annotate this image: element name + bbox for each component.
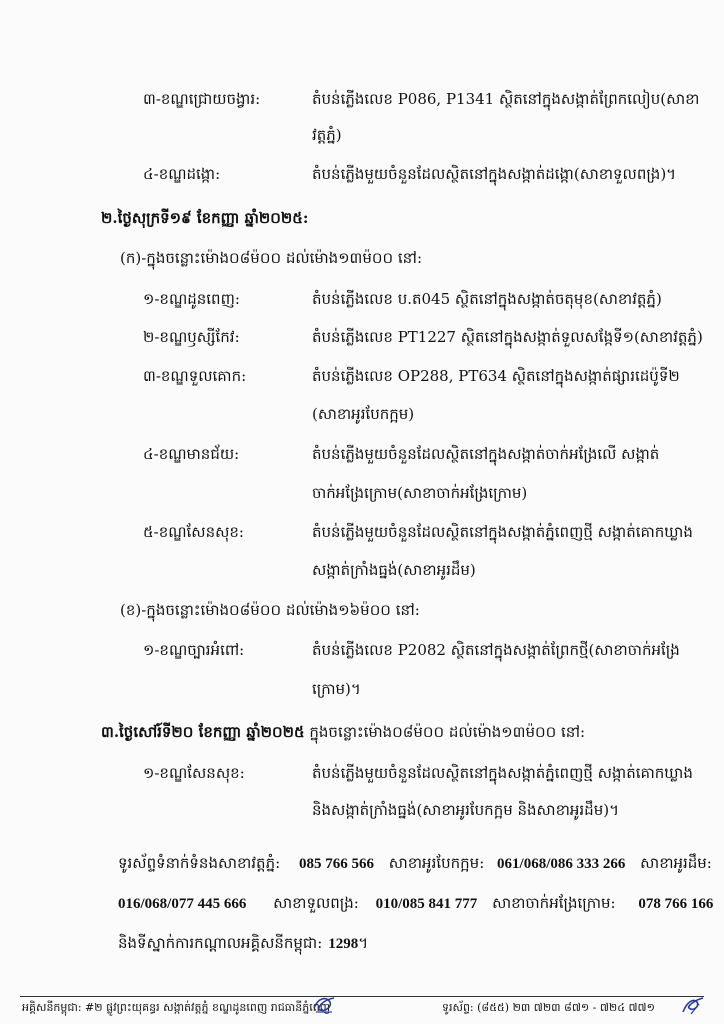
s3-item-1-desc-line1: តំបន់ភ្លើងមួយចំនួនដែលស្ថិតនៅក្នុងសង្កាត់ភ្នំពេញថ្មី សង្កាត់គោកឃ្លាង [312,764,693,782]
s2a-item-4-label: ៤-ខណ្ឌមានជ័យ: [143,445,240,463]
s2a-item-5-desc-line2: សង្កាត់ក្រាំងធ្នង់(សាខាអូរដឹម) [312,561,476,579]
s1-item-1-desc-line1: តំបន់ភ្លើងលេខ P086, P1341 ស្ថិតនៅក្នុងសង្កាត់ព្រែកលៀប(សាខា [312,90,700,108]
section-3-heading-date: ៣.ថ្ងៃសៅរ៍ទី២០ ខែកញ្ញា ឆ្នាំ២០២៥ [101,723,305,741]
section-2-heading: ២.ថ្ងៃសុក្រទី១៩ ខែកញ្ញា ឆ្នាំ២០២៥: [101,209,309,227]
contact-phone-chak-angre-krom: 078 766 166 [638,896,714,912]
section-3-heading [101,722,585,742]
contacts-line-3 [118,933,368,954]
footer-address: អគ្គិសនីកម្ពុជា: #២ ផ្លូវព្រះយុគន្ធរ សង្កាត់វត្តភ្នំ ខណ្ឌដូនពេញ រាជធានីភ្នំពេញ [22,1001,331,1014]
signature-mark-right [681,996,705,1016]
s1-item-1-desc-line2: វត្តភ្នំ) [312,126,342,144]
contact-label-ou-dem: សាខាអូរដឹម: [640,854,712,872]
s3-item-1-desc-line2: និងសង្កាត់ក្រាំងធ្នង់(សាខាអូរបែកក្អម និងសាខាអូរដឹម)។ [312,801,619,819]
s2a-item-4-desc-line1: តំបន់ភ្លើងមួយចំនួនដែលស្ថិតនៅក្នុងសង្កាត់ចាក់អង្រែលើ សង្កាត់ [312,445,660,463]
footer-divider [20,996,704,997]
section-2a-heading: (ក)-ក្នុងចន្លោះម៉ោង០៨ម៉០០ ដល់ម៉ោង១៣ម៉០០ នៅ: [120,249,422,267]
section-3-heading-time: ក្នុងចន្លោះម៉ោង០៨ម៉០០ ដល់ម៉ោង១៣ម៉០០ នៅ: [304,723,586,741]
s2b-item-1-desc-line1: តំបន់ភ្លើងលេខ P2082 ស្ថិតនៅក្នុងសង្កាត់ព្រែកថ្មី(សាខាចាក់អង្រែ [312,641,680,659]
s2a-item-3-label: ៣-ខណ្ឌទួលគោក: [143,367,247,385]
contact-phone-ou-baek-kaom: 061/068/086 333 266 [497,856,626,872]
contact-phone-headquarters: 1298 [328,936,359,952]
s3-item-1-label: ១-ខណ្ឌសែនសុខ: [143,764,245,782]
s2a-item-3-desc-line1: តំបន់ភ្លើងលេខ OP288, PT634 ស្ថិតនៅក្នុងសង្កាត់ផ្សារដេប៉ូទី២ [312,367,680,385]
contact-label-ou-baek-kaom: សាខាអូរបែកក្អម: [388,854,485,872]
contact-label-headquarters: និងទីស្នាក់ការកណ្តាលអគ្គិសនីកម្ពុជា: [118,934,323,952]
s2a-item-3-desc-line2: (សាខាអូរបែកក្អម) [312,405,415,423]
contacts-line-1 [118,853,712,874]
s2a-item-4-desc-line2: ចាក់អង្រែក្រោម(សាខាចាក់អង្រែក្រោម) [312,484,528,502]
s2b-item-1-label: ១-ខណ្ឌច្បារអំពៅ: [143,641,245,659]
s2a-item-1-desc-line1: តំបន់ភ្លើងលេខ ប.ត045 ស្ថិតនៅក្នុងសង្កាត់ចតុមុខ(សាខាវត្តភ្នំ) [312,290,662,308]
contacts-line-2 [118,893,713,914]
s1-item-1-label: ៣-ខណ្ឌជ្រោយចង្វារ: [143,90,261,108]
contact-phone-toul-pong: 010/085 841 777 [375,896,478,912]
contact-label-chak-angre-krom: សាខាចាក់អង្រែក្រោម: [492,894,616,912]
contact-end-mark: ។ [358,934,369,952]
footer-phone: ទូរស័ព្ទ: (៨៥៥) ២៣ ៧២៣ ៨៧១ - ៧២៤ ៧៧១ [442,1001,655,1014]
s2a-item-5-label: ៥-ខណ្ឌសែនសុខ: [143,523,244,541]
contact-label-wat-phnom: ទូរស័ព្ទទំនាក់ទំនងសាខាវត្តភ្នំ: [118,854,281,872]
s1-item-2-label: ៤-ខណ្ឌដង្កោ: [143,165,221,183]
contact-label-toul-pong: សាខាទួលពង្រ: [273,894,359,912]
s2a-item-5-desc-line1: តំបន់ភ្លើងមួយចំនួនដែលស្ថិតនៅក្នុងសង្កាត់ភ្នំពេញថ្មី សង្កាត់គោកឃ្លាង [312,523,693,541]
s2b-item-1-desc-line2: ក្រោម)។ [312,680,361,698]
s1-item-2-desc-line1: តំបន់ភ្លើងមួយចំនួនដែលស្ថិតនៅក្នុងសង្កាត់ដង្កោ(សាខាទួលពង្រ)។ [312,165,677,183]
signature-mark-left [312,994,336,1016]
s2a-item-2-label: ២-ខណ្ឌឫស្សីកែវ: [143,328,240,346]
contact-phone-wat-phnom: 085 766 566 [298,856,374,872]
contact-phone-ou-dem: 016/068/077 445 666 [118,896,247,912]
section-2b-heading: (ខ)-ក្នុងចន្លោះម៉ោង០៨ម៉០០ ដល់ម៉ោង១៦ម៉០០ នៅ: [120,601,420,619]
s2a-item-1-label: ១-ខណ្ឌដូនពេញ: [143,290,240,308]
s2a-item-2-desc-line1: តំបន់ភ្លើងលេខ PT1227 ស្ថិតនៅក្នុងសង្កាត់ទួលសង្កែទី១(សាខាវត្តភ្នំ) [312,328,703,346]
